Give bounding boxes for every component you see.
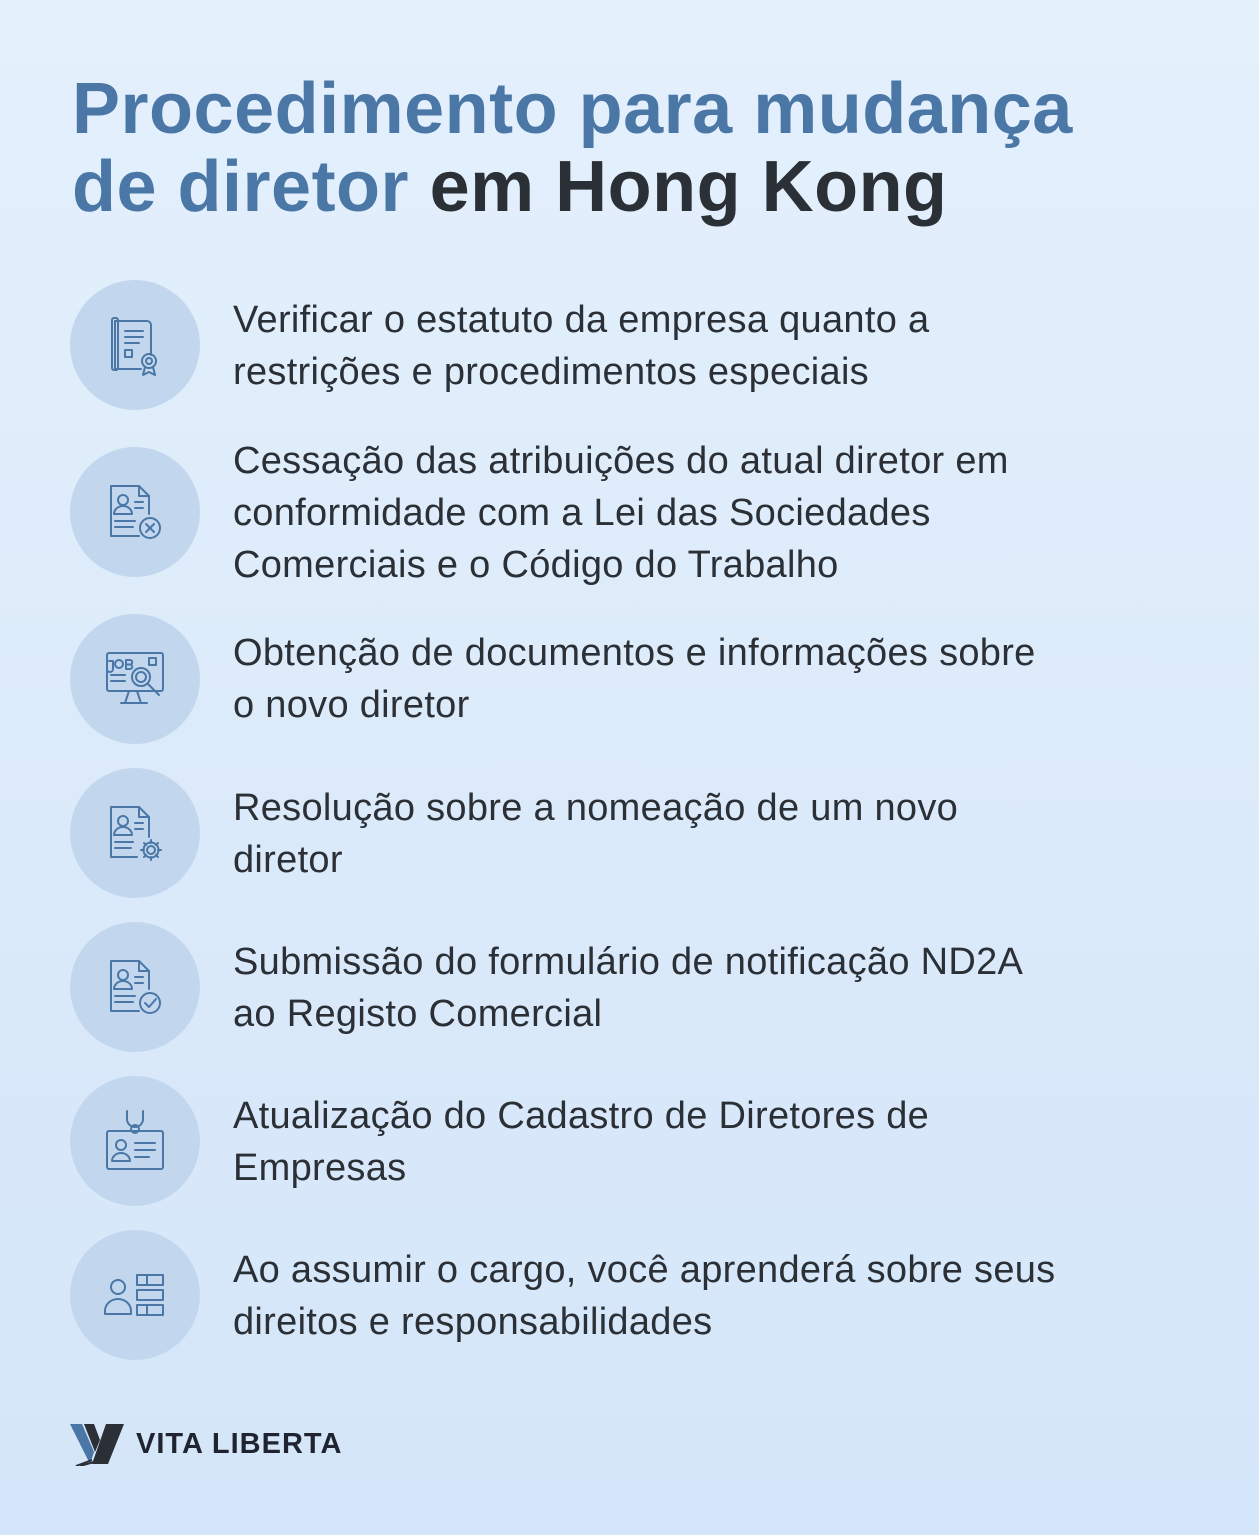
brand-logo [70, 1420, 400, 1470]
step-text-line: o novo diretor [233, 684, 470, 726]
title-accent-line1: Procedimento para mudança [72, 69, 1073, 149]
id-badge-icon [103, 1109, 167, 1173]
step-text-line: ao Registo Comercial [233, 993, 603, 1035]
step-text-line: Submissão do formulário de notificação ND2A [233, 941, 1024, 983]
step-text [233, 294, 1223, 398]
step-text-line: Obtenção de documentos e informações sobre [233, 632, 1036, 674]
step-text [233, 936, 1223, 1040]
step-text-line: Ao assumir o cargo, você aprenderá sobre seus [233, 1249, 1056, 1291]
title-accent-line2: de diretor [72, 147, 410, 227]
step-icon-circle [70, 1076, 200, 1206]
certificate-icon [103, 313, 167, 377]
step-text-line: restrições e procedimentos especiais [233, 351, 869, 393]
document-user-gear-icon [103, 801, 167, 865]
step-text-line: conformidade com a Lei das Sociedades [233, 492, 931, 534]
document-user-remove-icon [103, 480, 167, 544]
step-text [233, 627, 1223, 731]
title-dark: em Hong Kong [429, 147, 948, 227]
step-text-line: direitos e responsabilidades [233, 1301, 713, 1343]
user-structure-icon [103, 1263, 167, 1327]
job-search-monitor-icon [103, 647, 167, 711]
step-text-line: Empresas [233, 1147, 407, 1189]
step-icon-circle [70, 280, 200, 410]
step-text-line: Comerciais e o Código do Trabalho [233, 544, 839, 586]
brand-name: VITA LIBERTA [136, 1428, 343, 1460]
document-user-check-icon [103, 955, 167, 1019]
step-icon-circle [70, 922, 200, 1052]
step-text-line: Resolução sobre a nomeação de um novo [233, 787, 959, 829]
vita-liberta-logo-icon [70, 1422, 126, 1466]
step-text [233, 435, 1223, 591]
step-text [233, 1090, 1223, 1194]
step-text-line: diretor [233, 839, 343, 881]
step-icon-circle [70, 1230, 200, 1360]
step-text [233, 1244, 1223, 1348]
step-icon-circle [70, 447, 200, 577]
step-icon-circle [70, 614, 200, 744]
step-text-line: Verificar o estatuto da empresa quanto a [233, 299, 930, 341]
step-text [233, 782, 1223, 886]
step-text-line: Cessação das atribuições do atual diretor em [233, 440, 1009, 482]
step-text-line: Atualização do Cadastro de Diretores de [233, 1095, 930, 1137]
step-icon-circle [70, 768, 200, 898]
